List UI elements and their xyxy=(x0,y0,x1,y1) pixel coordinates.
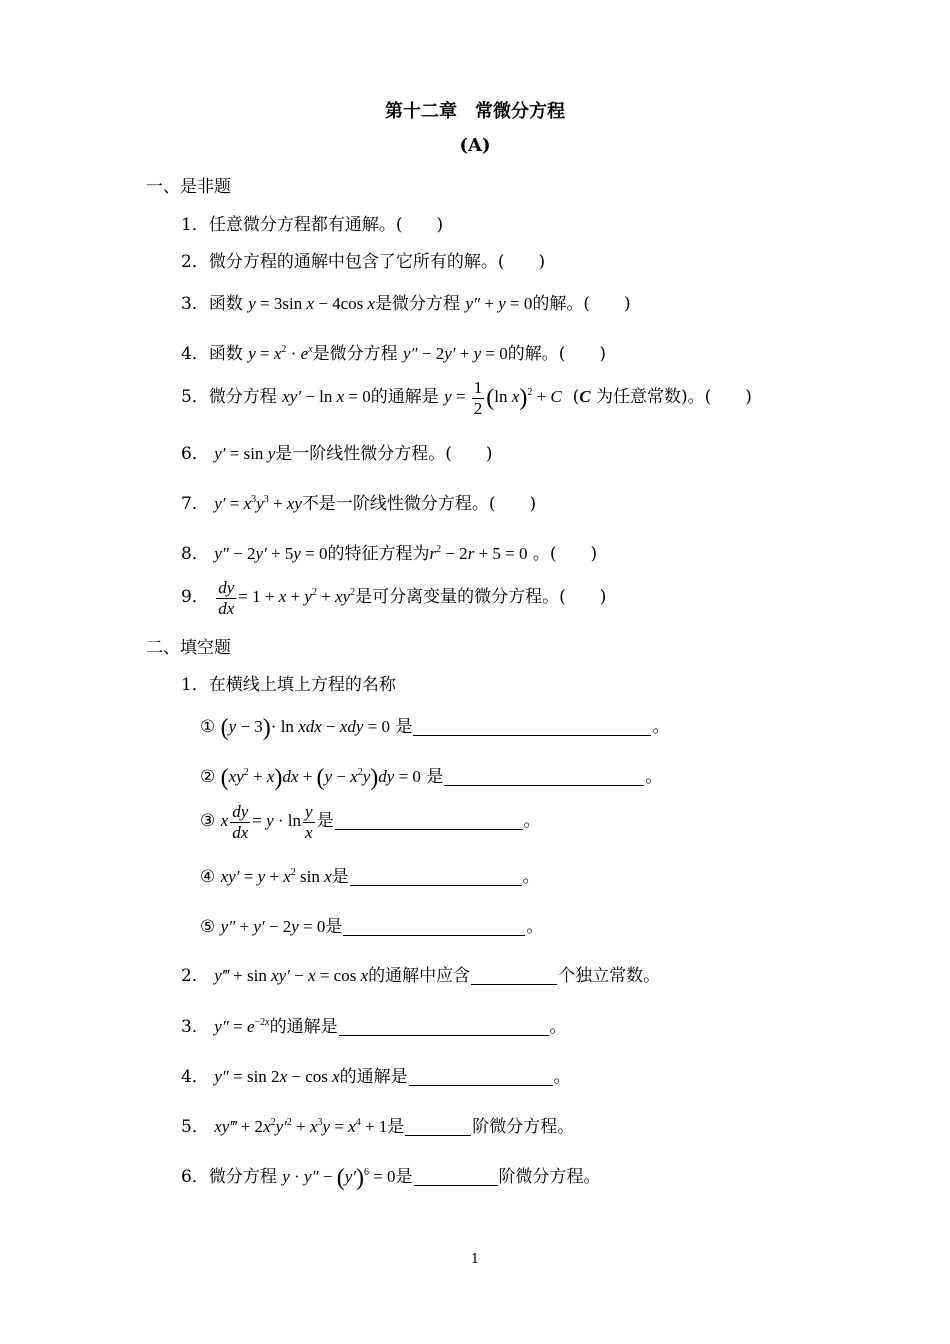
circled-number: ④ xyxy=(200,867,216,887)
tf-item-6 xyxy=(181,439,493,464)
item-text: 不是一阶线性微分方程。( ) xyxy=(301,494,537,514)
formula: y = $\frac{1}{2}$ (ln x)$^2$ + C xyxy=(444,378,562,418)
item-text: 的通解是 xyxy=(370,386,439,407)
formula: $\frac{dy}{dx}$ = $1 + x + y^2 + xy^2$ xyxy=(218,578,356,618)
item-text: 的通解中应含 xyxy=(368,966,471,986)
fill-sub-1 xyxy=(200,712,670,741)
answer-blank[interactable] xyxy=(339,1017,549,1036)
item-text: 的通解是 xyxy=(339,1067,408,1087)
item-number: 4． xyxy=(181,344,209,364)
shi-text: 是 xyxy=(426,767,444,787)
formula: y″ − 2y′ + y = 0 xyxy=(403,344,508,363)
circled-number: ① xyxy=(200,717,216,737)
item-text: 微分方程 xyxy=(208,1167,277,1187)
item-number: 1． xyxy=(181,675,209,695)
part-label: (A) xyxy=(459,135,491,156)
item-text: 阶微分方程。 xyxy=(472,1117,575,1137)
shi-text: 是 xyxy=(331,867,349,887)
formula: xy‴ + $2x^2y'^2 + x^3y = x^4 + 1$ xyxy=(214,1117,388,1136)
item-text: 是微分方程 xyxy=(375,294,461,314)
answer-blank[interactable] xyxy=(405,1117,471,1136)
period: 。 xyxy=(526,917,544,937)
section-heading-true-false: 一、是非题 xyxy=(146,177,231,197)
answer-blank[interactable] xyxy=(409,1067,553,1086)
item-text: 函数 xyxy=(208,344,243,364)
circled-number: ② xyxy=(200,767,216,787)
period: 。 xyxy=(652,717,670,737)
shi-text: 是 xyxy=(395,717,413,737)
answer-blank[interactable] xyxy=(414,1167,498,1186)
item-number: 7． xyxy=(181,494,209,514)
fill-item-5 xyxy=(181,1112,574,1137)
tf-item-4 xyxy=(181,339,606,364)
formula: $xy' = y + x^2$ sin x xyxy=(220,867,332,886)
formula: (y − 3)· ln xdx − xdy = 0 xyxy=(220,715,391,741)
item-number: 2． xyxy=(181,966,209,986)
answer-blank[interactable] xyxy=(471,966,557,985)
item-number: 3． xyxy=(181,294,209,314)
item-text: 微分方程 xyxy=(208,386,277,407)
item-text: 的特征方程为 xyxy=(327,544,430,564)
tf-item-2 xyxy=(181,247,545,272)
formula: y′ = sin y xyxy=(214,444,276,463)
item-text: 。 xyxy=(553,1067,571,1087)
item-text: 为任意常数 xyxy=(595,386,681,407)
item-number: 3． xyxy=(181,1017,209,1037)
answer-blank[interactable] xyxy=(335,811,523,830)
shi-text: 是 xyxy=(325,917,343,937)
period: 。 xyxy=(523,810,541,831)
answer-blank[interactable] xyxy=(343,917,525,936)
item-text: 是可分离变量的微分方程。( ) xyxy=(355,586,607,607)
item-text: 任意微分方程都有通解。( ) xyxy=(208,215,444,235)
tf-item-3 xyxy=(181,289,631,314)
page-number: 1 xyxy=(470,1252,480,1267)
formula: x $\frac{dy}{dx}$ = y · ln $\frac{y}{x}$ xyxy=(220,802,313,842)
item-number: 6． xyxy=(181,1167,209,1187)
formula: $y' = x^3y^3$ + xy xyxy=(214,494,302,513)
period: 。 xyxy=(522,867,540,887)
fill-sub-5 xyxy=(200,912,543,937)
item-number: 8． xyxy=(181,544,209,564)
formula: y″ = sin 2x − cos x xyxy=(214,1067,340,1086)
tf-item-1 xyxy=(181,210,443,235)
item-text: 。 xyxy=(549,1017,567,1037)
fill-sub-2 xyxy=(200,762,663,791)
item-number: 4． xyxy=(181,1067,209,1087)
item-number: 1． xyxy=(181,215,209,235)
circled-number: ③ xyxy=(200,810,216,831)
fill-item-4 xyxy=(181,1062,571,1087)
item-number: 2． xyxy=(181,252,209,272)
formula: $y'' = e^{-2x}$ xyxy=(214,1017,270,1036)
tf-item-8 xyxy=(181,539,597,564)
fill-sub-3 xyxy=(200,802,541,842)
item-text: 阶微分方程。 xyxy=(498,1167,601,1187)
formula: $y = x^2 \cdot e^x$ xyxy=(248,344,313,363)
chapter-title: 第十二章 常微分方程 xyxy=(385,101,565,122)
item-text: 微分方程的通解中包含了它所有的解。( ) xyxy=(208,252,546,272)
tf-item-7 xyxy=(181,489,536,514)
formula: y″ + y′ − 2y = 0 xyxy=(220,917,326,936)
formula: y″ − 2y′ + 5y = 0 xyxy=(214,544,328,563)
formula: $r^2 - 2r + 5 = 0$ xyxy=(429,544,528,563)
item-number: 5． xyxy=(181,386,209,407)
formula: xy′ − ln x = 0 xyxy=(282,386,371,406)
item-text: 。( ) xyxy=(532,544,598,564)
item-text: 函数 xyxy=(208,294,243,314)
fill-sub-4 xyxy=(200,862,540,887)
fill-item-1 xyxy=(181,670,396,695)
item-text: 是一阶线性微分方程。( ) xyxy=(275,444,493,464)
item-number: 6． xyxy=(181,444,209,464)
item-text: 的通解是 xyxy=(269,1017,338,1037)
item-number: 9． xyxy=(181,586,209,607)
formula: y″ + y = 0 xyxy=(465,294,533,313)
tf-item-5: 5．微分方程 xy′ − ln x = 0的通解是 y = $\frac{1}{2}$ (ln x)$^2$ + C (C 为任意常数)。( ) xyxy=(181,378,752,418)
item-text: 的解。( ) xyxy=(507,344,606,364)
item-text: 的解。( ) xyxy=(532,294,631,314)
answer-blank[interactable] xyxy=(413,717,651,736)
formula: $(xy^2 + x)dx + (y - x^2y)dy = 0$ xyxy=(220,765,421,791)
item-number: 5． xyxy=(181,1117,209,1137)
fill-item-6 xyxy=(181,1162,601,1191)
answer-blank[interactable] xyxy=(350,867,522,886)
fill-item-2 xyxy=(181,961,660,986)
item-text: 个独立常数。 xyxy=(558,966,661,986)
period: 。 xyxy=(645,767,663,787)
answer-blank[interactable] xyxy=(444,767,644,786)
circled-number: ⑤ xyxy=(200,917,216,937)
item-text: 在横线上填上方程的名称 xyxy=(208,675,396,695)
formula: y‴ + sin xy′ − x = cos x xyxy=(214,966,369,985)
formula: y = 3sin x − 4cos x xyxy=(248,294,376,313)
formula: $y \cdot y'' - (y')^6 = 0$ xyxy=(282,1165,396,1191)
shi-text: 是 xyxy=(316,810,334,831)
fill-item-3 xyxy=(181,1012,567,1037)
item-text: 是 xyxy=(395,1167,413,1187)
item-text: )。( ) xyxy=(680,386,752,407)
tf-item-9 xyxy=(181,578,606,618)
section-heading-fill-blank: 二、填空题 xyxy=(146,638,231,658)
item-text: 是微分方程 xyxy=(312,344,398,364)
item-text: 是 xyxy=(387,1117,405,1137)
